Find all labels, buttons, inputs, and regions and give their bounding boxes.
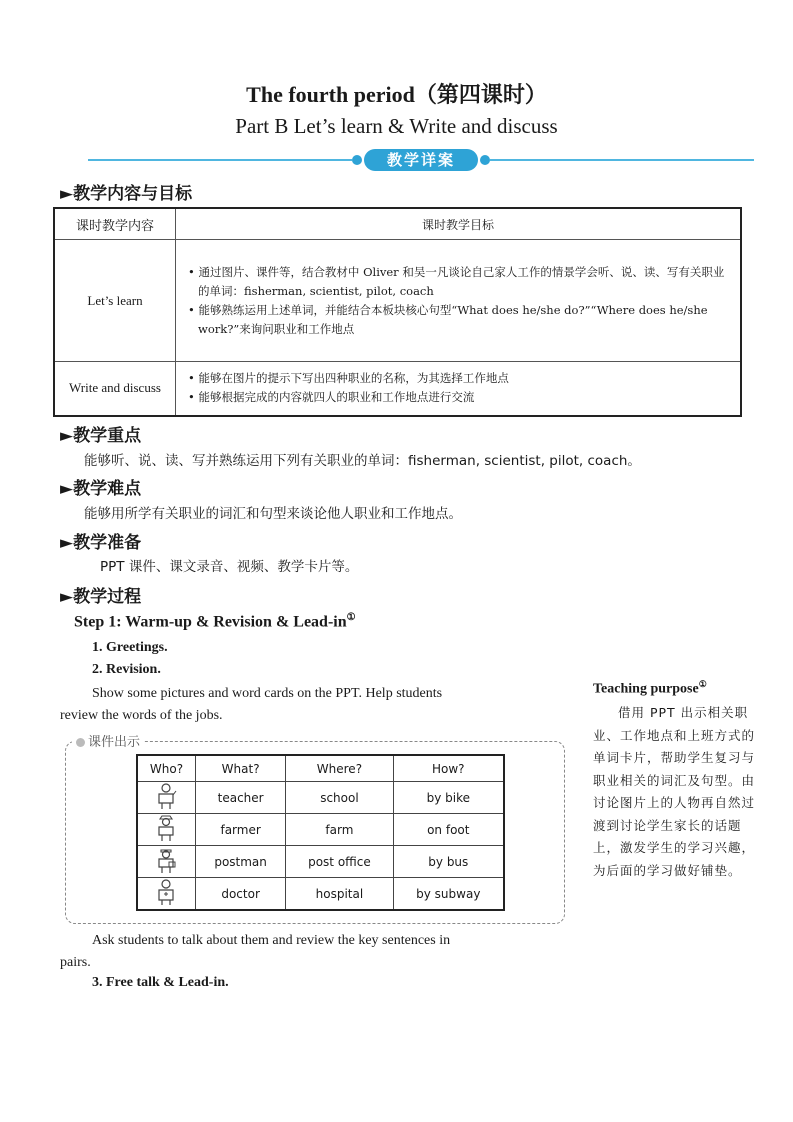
goals-header-content: 课时教学内容: [54, 208, 176, 240]
preparation-body: PPT 课件、课文录音、视频、教学卡片等。: [100, 559, 359, 575]
jobs-header-what: What?: [195, 755, 285, 782]
doctor-figure-icon: [137, 878, 195, 911]
teacher-figure-icon: [137, 782, 195, 814]
courseware-label: [72, 731, 144, 750]
jobs-table: [136, 754, 505, 911]
job-where: post office: [286, 846, 393, 878]
after-text-line-2: pairs.: [60, 955, 91, 970]
table-row: [137, 878, 504, 911]
section-banner: [352, 148, 490, 172]
teaching-purpose-text: 借用 PPT 出示相关职业、工作地点和上班方式的单词卡片，帮助学生复习与职业相关的词汇及句型。由讨论图片上的人物再自然过渡到讨论学生家长的话题上，激发学生的学习兴趣，为后面的学习做好铺垫。: [593, 705, 756, 878]
goal-item: • 能够根据完成的内容就四人的职业和工作地点进行交流: [188, 390, 475, 405]
goals-header-goals: 课时教学目标: [176, 208, 742, 240]
job-how: by subway: [393, 878, 504, 911]
section-heading-key-points: ►教学重点: [60, 426, 142, 446]
step-1-title: Step 1: Warm-up & Revision & Lead-in: [74, 613, 347, 631]
job-where: school: [286, 782, 393, 814]
banner-dot-left: [352, 155, 362, 165]
jobs-header-who: Who?: [137, 755, 195, 782]
lesson-subtitle: Part B Let’s learn & Write and discuss: [235, 114, 558, 138]
step-item-greetings: 1. Greetings.: [92, 640, 168, 655]
step-1-heading: [74, 612, 356, 631]
job-how: by bus: [393, 846, 504, 878]
goals-row-content: Let’s learn: [54, 240, 176, 362]
goal-item: • 能够熟练运用上述单词，并能结合本板块核心句型“What does he/she do?”“Where does he/she work?”来询问职业和工作地点: [188, 302, 708, 336]
lesson-title: The fourth period（第四课时）: [246, 82, 547, 107]
goals-row-content: Write and discuss: [54, 362, 176, 416]
section-heading-preparation: ►教学准备: [60, 533, 142, 553]
bullet-dot-icon: [76, 738, 85, 747]
revision-text-line-2: review the words of the jobs.: [60, 708, 223, 723]
after-text-line-1: Ask students to talk about them and review the key sentences in: [92, 933, 451, 948]
farmer-figure-icon: [137, 814, 195, 846]
goals-row-items: [176, 240, 742, 362]
courseware-label-text: 课件出示: [88, 735, 141, 750]
step-item-free-talk: 3. Free talk & Lead-in.: [92, 975, 229, 990]
banner-line-right: [490, 159, 754, 161]
job-what: farmer: [195, 814, 285, 846]
jobs-table-header: [137, 755, 504, 782]
section-heading-difficulties: ►教学难点: [60, 479, 142, 499]
banner-line-left: [88, 159, 352, 161]
job-how: on foot: [393, 814, 504, 846]
preparation-text: [100, 557, 358, 578]
job-where: farm: [286, 814, 393, 846]
step-item-revision: 2. Revision.: [92, 662, 161, 677]
difficulties-body: 能够用所学有关职业的词汇和句型来谈论他人职业和工作地点。: [84, 506, 462, 522]
goals-row-items: [176, 362, 742, 416]
table-row: [54, 240, 741, 362]
job-what: teacher: [195, 782, 285, 814]
job-what: postman: [195, 846, 285, 878]
goals-table: [53, 207, 742, 417]
teaching-purpose-heading: Teaching purpose: [593, 681, 699, 697]
job-where: hospital: [286, 878, 393, 911]
jobs-header-how: How?: [393, 755, 504, 782]
key-points-body: 能够听、说、读、写并熟练运用下列有关职业的单词：fisherman, scientist, pilot, coach。: [84, 453, 641, 469]
table-row: [54, 362, 741, 416]
section-heading-content-goals: ►教学内容与目标: [60, 184, 193, 204]
banner-dot-right: [480, 155, 490, 165]
goals-table-header: [54, 208, 741, 240]
teaching-purpose-footnote-mark: ①: [698, 679, 707, 689]
table-row: [137, 814, 504, 846]
difficulties-text: [84, 504, 462, 525]
goal-item: • 通过图片、课件等，结合教材中 Oliver 和吴一凡谈论自己家人工作的情景学会听、说、读、写有关职业的单词：fisherman, scientist, pilot, coach: [188, 264, 725, 298]
postman-figure-icon: [137, 846, 195, 878]
section-heading-process: ►教学过程: [60, 587, 142, 607]
banner-label: 教学详案: [386, 151, 455, 169]
key-points-text: [84, 451, 641, 472]
jobs-header-where: Where?: [286, 755, 393, 782]
revision-text-line-1: Show some pictures and word cards on the PPT. Help students: [92, 686, 443, 701]
job-what: doctor: [195, 878, 285, 911]
table-row: [137, 846, 504, 878]
teaching-purpose-title: [593, 679, 707, 698]
job-how: by bike: [393, 782, 504, 814]
table-row: [137, 782, 504, 814]
goal-item: • 能够在图片的提示下写出四种职业的名称，为其选择工作地点: [188, 371, 509, 386]
step-1-footnote-mark: ①: [346, 612, 356, 623]
